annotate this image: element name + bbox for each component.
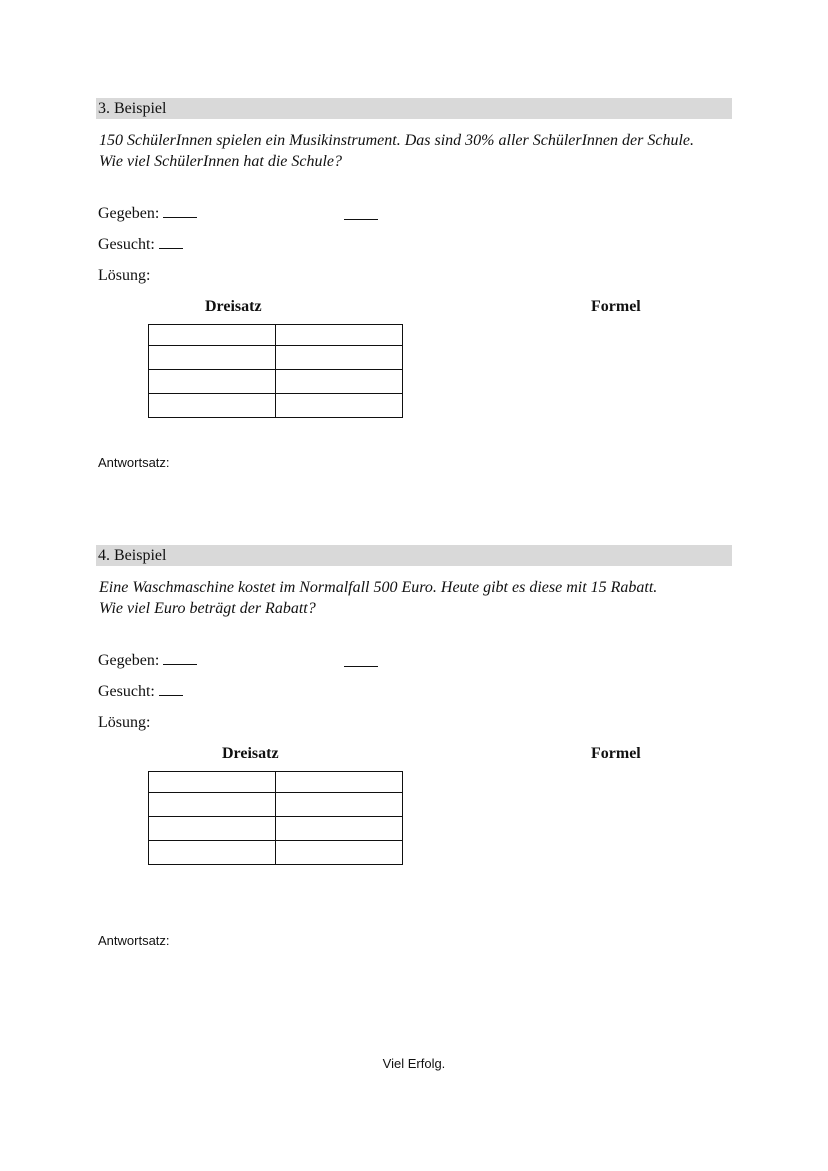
- table-row: [149, 793, 403, 817]
- table-cell[interactable]: [149, 394, 276, 418]
- table-row: [149, 817, 403, 841]
- table-cell[interactable]: [276, 370, 403, 394]
- given-blank-2[interactable]: [344, 666, 378, 667]
- table-cell[interactable]: [276, 346, 403, 370]
- table-cell[interactable]: [149, 817, 276, 841]
- table-cell[interactable]: [149, 772, 276, 793]
- example-4-formel-title: Formel: [591, 745, 641, 762]
- table-row: [149, 394, 403, 418]
- table-row: [149, 325, 403, 346]
- example-3-formel-title: Formel: [591, 298, 641, 315]
- given-label: Gegeben:: [98, 652, 160, 669]
- example-4-dreisatz-title: Dreisatz: [222, 745, 279, 762]
- table-cell[interactable]: [149, 793, 276, 817]
- example-3-task-line-1: 150 SchülerInnen spielen ein Musikinstrument. Das sind 30% aller SchülerInnen der Schule.: [99, 132, 694, 149]
- example-4-task-line-1: Eine Waschmaschine kostet im Normalfall 500 Euro. Heute gibt es diese mit 15 Rabatt.: [99, 579, 658, 596]
- given-blank-2[interactable]: [344, 219, 378, 220]
- table-cell[interactable]: [276, 793, 403, 817]
- given-blank-1[interactable]: [163, 650, 197, 665]
- example-3-sought-row: [98, 234, 183, 255]
- given-blank-1[interactable]: [163, 203, 197, 218]
- sought-label: Gesucht:: [98, 236, 155, 253]
- example-4-heading: 4. Beispiel: [96, 545, 732, 566]
- example-3-dreisatz-table: [148, 324, 403, 418]
- table-cell[interactable]: [276, 325, 403, 346]
- example-4-given-row: [98, 650, 197, 671]
- example-4-task-line-2: Wie viel Euro beträgt der Rabatt?: [99, 600, 316, 617]
- sought-blank[interactable]: [159, 234, 183, 249]
- table-cell[interactable]: [149, 370, 276, 394]
- table-cell[interactable]: [149, 841, 276, 865]
- table-row: [149, 370, 403, 394]
- example-3-answer-label: Antwortsatz:: [98, 455, 170, 470]
- example-4-dreisatz-table: [148, 771, 403, 865]
- sought-label: Gesucht:: [98, 683, 155, 700]
- example-3-given-row: [98, 203, 197, 224]
- table-row: [149, 841, 403, 865]
- footer-text: Viel Erfolg.: [382, 1056, 446, 1071]
- table-cell[interactable]: [149, 325, 276, 346]
- example-4-solution-label: Lösung:: [98, 714, 151, 731]
- table-cell[interactable]: [276, 817, 403, 841]
- example-4-sought-row: [98, 681, 183, 702]
- table-cell[interactable]: [276, 394, 403, 418]
- example-3-task-line-2: Wie viel SchülerInnen hat die Schule?: [99, 153, 343, 170]
- table-cell[interactable]: [276, 772, 403, 793]
- sought-blank[interactable]: [159, 681, 183, 696]
- table-row: [149, 772, 403, 793]
- example-3-heading: 3. Beispiel: [96, 98, 732, 119]
- table-row: [149, 346, 403, 370]
- example-3-dreisatz-title: Dreisatz: [205, 298, 262, 315]
- example-3-solution-label: Lösung:: [98, 267, 151, 284]
- table-cell[interactable]: [149, 346, 276, 370]
- given-label: Gegeben:: [98, 205, 160, 222]
- table-cell[interactable]: [276, 841, 403, 865]
- example-4-answer-label: Antwortsatz:: [98, 933, 170, 948]
